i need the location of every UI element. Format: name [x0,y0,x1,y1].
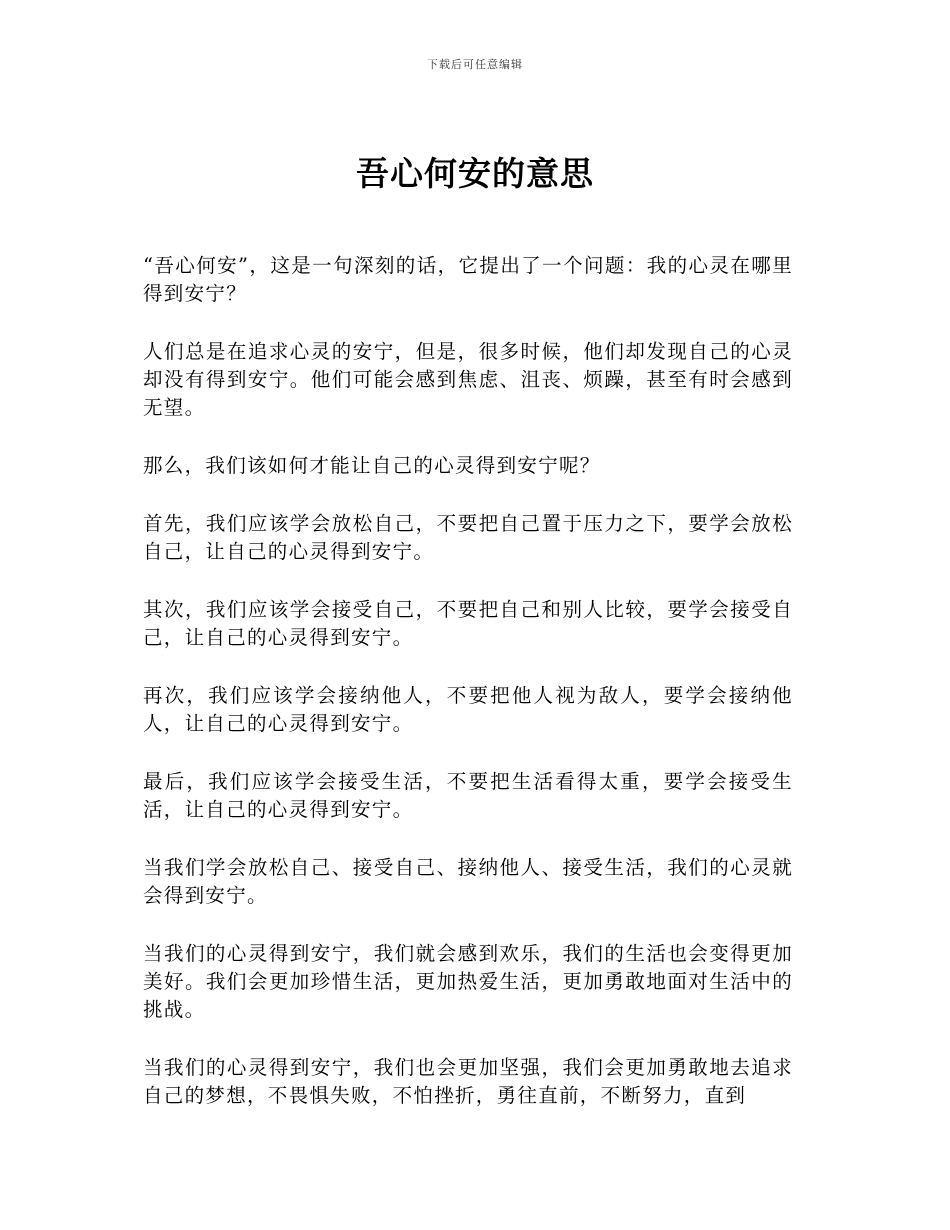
paragraph: 当我们学会放松自己、接受自己、接纳他人、接受生活，我们的心灵就会得到安宁。 [143,856,793,907]
paragraph: 最后，我们应该学会接受生活，不要把生活看得太重，要学会接受生活，让自己的心灵得到安宁。 [143,770,793,821]
header-note: 下载后可任意编辑 [427,58,523,71]
document-title: 吾心何安的意思 [356,154,594,193]
paragraph: 那么，我们该如何才能让自己的心灵得到安宁呢？ [143,454,601,477]
paragraph: 当我们的心灵得到安宁，我们也会更加坚强，我们会更加勇敢地去追求自己的梦想，不畏惧失败，不怕挫折，勇往直前，不断努力，直到 [143,1056,793,1107]
paragraph: “吾心何安”，这是一句深刻的话，它提出了一个问题：我的心灵在哪里得到安宁？ [143,254,793,305]
paragraph: 人们总是在追求心灵的安宁，但是，很多时候，他们却发现自己的心灵却没有得到安宁。他们可能会感到焦虑、沮丧、烦躁，甚至有时会感到无望。 [143,340,793,419]
paragraph: 其次，我们应该学会接受自己，不要把自己和别人比较，要学会接受自己，让自己的心灵得到安宁。 [143,598,793,649]
paragraph: 当我们的心灵得到安宁，我们就会感到欢乐，我们的生活也会变得更加美好。我们会更加珍惜生活，更加热爱生活，更加勇敢地面对生活中的挑战。 [143,942,793,1021]
paragraph: 再次，我们应该学会接纳他人，不要把他人视为敌人，要学会接纳他人，让自己的心灵得到安宁。 [143,684,793,735]
document-body [143,252,793,1140]
paragraph: 首先，我们应该学会放松自己，不要把自己置于压力之下，要学会放松自己，让自己的心灵得到安宁。 [143,512,793,563]
